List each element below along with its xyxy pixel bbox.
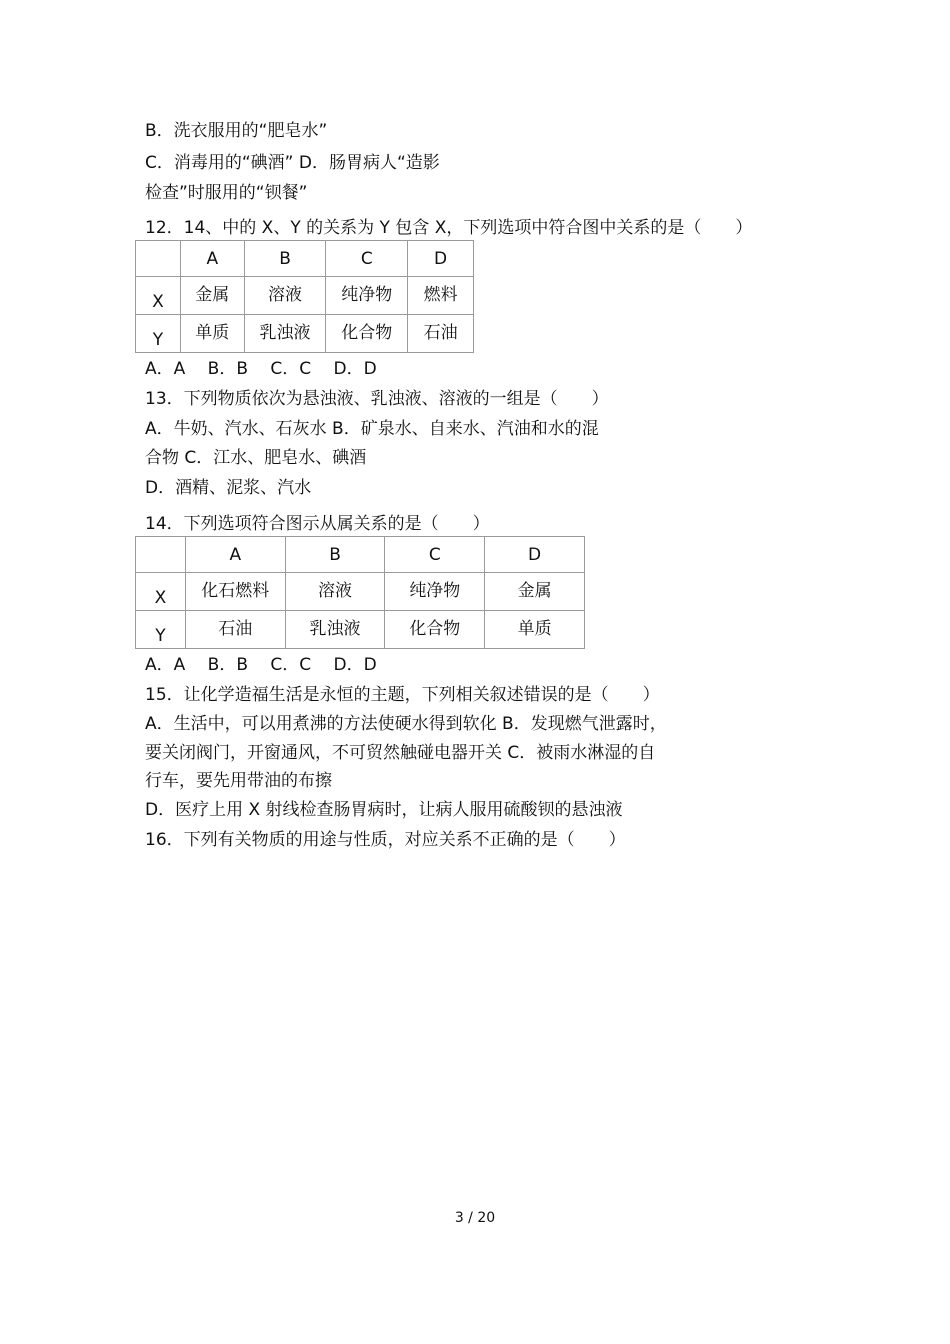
table-cell: 纯净物 [385,573,485,611]
row-label: X [136,277,181,315]
table-header-cell: B [285,537,385,573]
table-header-cell: D [485,537,585,573]
q13-options-line-1: A．牛奶、汽水、石灰水 B．矿泉水、自来水、汽油和水的混 [145,419,599,439]
table-cell [136,241,181,277]
table-cell: 单质 [485,611,585,649]
table-cell: 乳浊液 [244,315,326,353]
table-row [136,573,585,611]
option-b-line: B．洗衣服用的“肥皂水” [145,121,328,141]
q14-options: A．A B．B C．C D．D [145,655,377,675]
option-c-d-line: C．消毒用的“碘酒” D．肠胃病人“造影 [145,153,440,173]
q15-options-line-3: 行车，要先用带油的布擦 [145,771,332,791]
table-cell: 化合物 [385,611,485,649]
table-header-cell: C [385,537,485,573]
table-cell: 金属 [180,277,244,315]
table-cell: 石油 [185,611,285,649]
table-header-cell: D [408,241,474,277]
row-label: Y [136,611,186,649]
table-cell: 石油 [408,315,474,353]
table-cell: 单质 [180,315,244,353]
option-d-continuation: 检查”时服用的“钡餐” [145,183,308,203]
table-row [136,277,474,315]
q15-options-line-4: D．医疗上用 X 射线检查肠胃病时，让病人服用硫酸钡的悬浊液 [145,800,623,820]
table-cell: 化合物 [326,315,408,353]
table-header-cell: B [244,241,326,277]
table-header-cell: A [180,241,244,277]
table-cell [136,537,186,573]
q13-options-line-3: D．酒精、泥浆、汽水 [145,478,312,498]
q13-options-line-2: 合物 C．江水、肥皂水、碘酒 [145,448,367,468]
table-header-row [136,537,585,573]
question-16: 16．下列有关物质的用途与性质，对应关系不正确的是（ ） [145,830,626,850]
table-row [136,611,585,649]
table-cell: 纯净物 [326,277,408,315]
table-cell: 乳浊液 [285,611,385,649]
table-header-row [136,241,474,277]
table-cell: 溶液 [244,277,326,315]
table-q12 [135,240,474,353]
q15-options-line-2: 要关闭阀门，开窗通风，不可贸然触碰电器开关 C．被雨水淋湿的自 [145,743,656,763]
question-12: 12．14、中的 X、Y 的关系为 Y 包含 X，下列选项中符合图中关系的是（ ） [145,218,753,238]
question-13: 13．下列物质依次为悬浊液、乳浊液、溶液的一组是（ ） [145,389,609,409]
row-label: X [136,573,186,611]
question-15: 15．让化学造福生活是永恒的主题，下列相关叙述错误的是（ ） [145,685,660,705]
table-header-cell: C [326,241,408,277]
row-label: Y [136,315,181,353]
table-q14 [135,536,585,649]
table-cell: 化石燃料 [185,573,285,611]
page-number: 3 / 20 [454,1210,496,1226]
question-14: 14．下列选项符合图示从属关系的是（ ） [145,514,490,534]
table-header-cell: A [185,537,285,573]
q12-options: A．A B．B C．C D．D [145,359,377,379]
table-cell: 金属 [485,573,585,611]
table-cell: 溶液 [285,573,385,611]
table-cell: 燃料 [408,277,474,315]
table-row [136,315,474,353]
q15-options-line-1: A．生活中，可以用煮沸的方法使硬水得到软化 B．发现燃气泄露时， [145,714,667,734]
